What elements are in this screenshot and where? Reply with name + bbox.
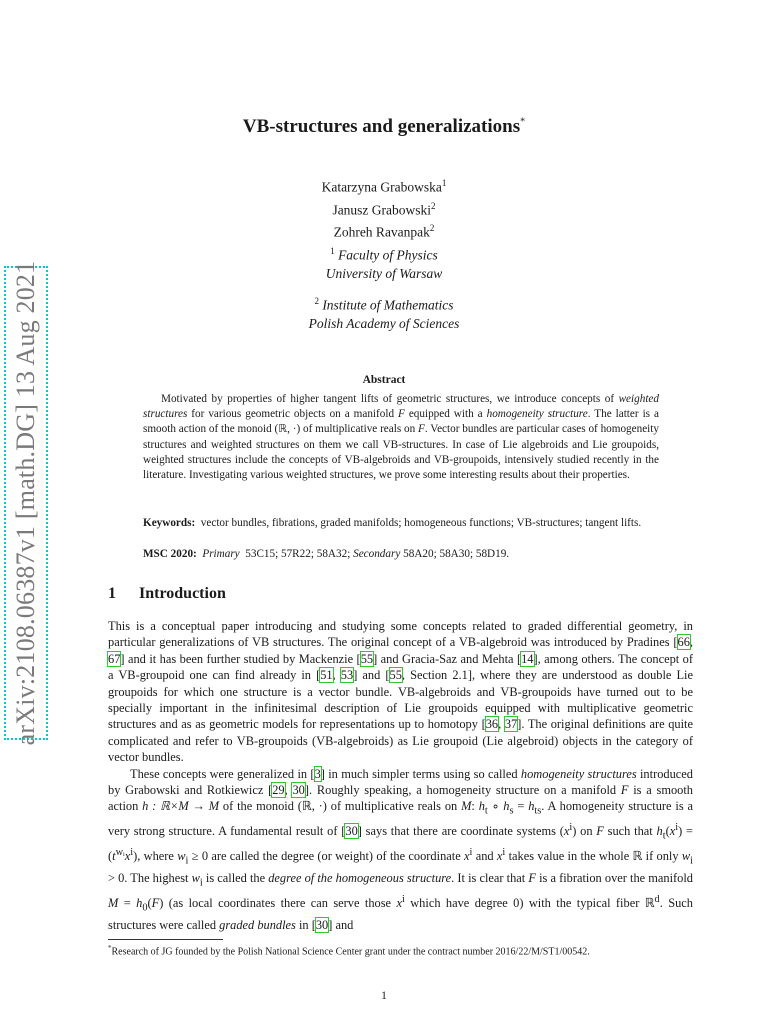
citation-link[interactable]: 51 [320,668,333,683]
affiliation-2: $^2$ Institute of Mathematics Polish Academy of Sciences [308,296,460,331]
citation-link[interactable]: 37 [504,717,518,732]
citation-link[interactable]: 29 [272,783,285,798]
citation-link[interactable]: 36 [485,717,499,732]
footnote-rule [108,939,223,940]
arxiv-identifier-stamp[interactable] [6,260,46,746]
author-1: Katarzyna Grabowska$^1$ [321,178,447,195]
section-heading-introduction: 1 Introduction [108,585,226,602]
introduction-body [108,618,693,934]
citation-link[interactable]: 3 [314,766,321,781]
footnote-text: Research of JG founded by the Polish National Science Center grant under the contract number 2016/22/M/ST1/00542. [111,946,590,958]
citation-link[interactable]: 30 [315,918,329,933]
paper-title [0,116,768,138]
author-3: Zohreh Ravanpak$^2$ [333,223,435,240]
paragraph-2: These concepts were generalized in [3] in much simpler terms using so called homogeneity structures introduced by Grabowski and Rotkiewicz [29, 30]. Roughly speaking, a homogeneity structure on a manifold F is a smooth action h : ℝ×M → M of the monoid (ℝ, ·) of multiplicative reals on M: $h_t$ ∘ $h_s = h_{ts}$. A homogeneity structure is a very strong structure. A fundamental result of [30] says that there are coordinate systems $(x^i)$ on F such that $h_t(x^i) = (t^{wᵢ}x^i)$, where $w_i \ge 0$ are called the degree (or weight) of the coordinate $x^i$ and $x^i$ takes value in the whole ℝ if only $w_i > 0$. The highest $w_i$ is called the degree of the homogeneous structure. It is clear that F is a fibration over the manifold $M = h_0(F)$ (as local coordinates there can serve those $x^i$ which have degree 0) with the typical fiber ℝ$^d$. Such structures were called graded bundles in [30] and [108,766,694,933]
keywords [143,516,659,531]
title-footnote-mark[interactable]: * [520,116,526,128]
abstract-heading: Abstract [362,374,406,386]
keywords-text: vector bundles, fibrations, graded manifolds; homogeneous functions; VB-structures; tangent lifts. [200,517,642,529]
title-text: VB-structures and generalizations [242,116,521,137]
page-number: 1 [381,990,387,1002]
arxiv-identifier-text: arXiv:2108.06387v1 [math.DG] 13 Aug 2021 [11,260,40,746]
citation-link[interactable]: 30 [345,824,358,839]
msc-classification: MSC 2020: Primary 53C15; 57R22; 58A32; Secondary 58A20; 58A30; 58D19. [143,548,510,560]
author-list [0,174,768,242]
keywords-label: Keywords: [143,517,196,529]
citation-link[interactable]: 53 [340,668,354,683]
footnote-mark: * [108,944,112,952]
author-2: Janusz Grabowski$^2$ [332,200,436,217]
affiliation-1: $^1$ Faculty of Physics University of Warsaw [325,246,443,281]
citation-link[interactable]: 67 [108,651,121,666]
abstract-text: Motivated by properties of higher tangent lifts of geometric structures, we introduce concepts of weighted structures for various geometric objects on a manifold F equipped with a homogeneity structure. The latter is a smooth action of the monoid (ℝ, ·) of multiplicative reals on F. Vector bundles are particular cases of homogeneity structures and weighted structures on them we call VB-structures. In case of Lie algebroids and Lie groupoids, weighted structures include the concepts of VB-algebroids and VB-groupoids, intensively studied recently in the literature. Investigating various weighted structures, we prove some interesting results about their properties. [143,393,659,482]
citation-link[interactable]: 55 [360,651,374,666]
citation-link[interactable]: 14 [521,651,534,666]
citation-link[interactable]: 66 [677,635,690,650]
paragraph-1: This is a conceptual paper introducing and studying some concepts related to graded differential geometry, in particular generalizations of VB structures. The original concept of a VB-algebroid was introduced by Pradines [66, 67] and it has been further studied by Mackenzie [55] and Gracia-Saz and Mehta [14], among others. The concept of a VB-groupoid one can find already in [51, 53] and [55, Section 2.1], where they are understood as double Lie groupoids for which one structure is a vector bundle. VB-algebroids and VB-groupoids have turned out to be specially important in the infinitesimal description of Lie groupoids equipped with multiplicative geometric structures and as as geometric models for representations up to homotopy [36, 37]. The original definitions are quite complicated and refer to VB-groupoids (VB-algebroids) as Lie groupoid (Lie algebroid) objects in the category of vector bundles. [108,619,694,765]
citation-link[interactable]: 55 [389,668,402,683]
footnote [108,942,693,958]
citation-link[interactable]: 30 [292,783,305,798]
